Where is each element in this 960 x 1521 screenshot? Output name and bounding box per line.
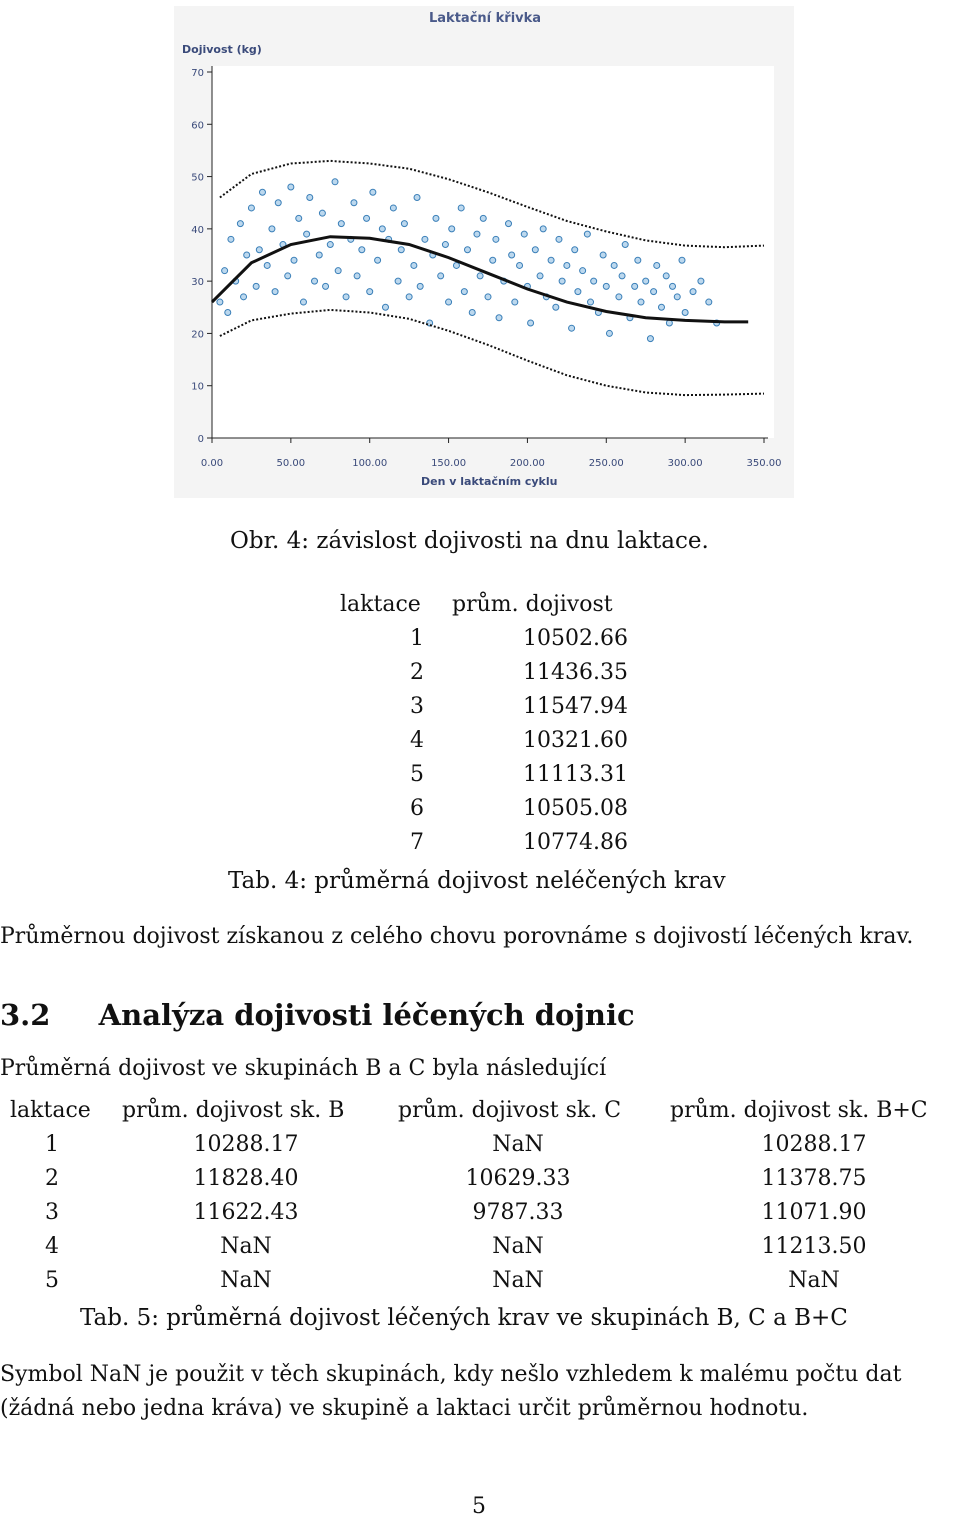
x-tick-label: 100.00 xyxy=(352,458,388,469)
data-point xyxy=(512,299,518,305)
data-point xyxy=(438,273,444,279)
table5-header-group-b: prům. dojivost sk. B xyxy=(122,1098,345,1123)
table5-cell-group-bc: 11071.90 xyxy=(761,1200,867,1225)
table5-cell-group-bc: 11378.75 xyxy=(761,1166,867,1191)
table5-cell-group-b: NaN xyxy=(220,1234,272,1259)
x-tick-label: 150.00 xyxy=(431,458,467,469)
data-point xyxy=(354,273,360,279)
data-point xyxy=(588,299,594,305)
data-point xyxy=(364,215,370,221)
data-point xyxy=(414,194,420,200)
data-point xyxy=(312,278,318,284)
section-title: Analýza dojivosti léčených dojnic xyxy=(98,998,635,1032)
data-point xyxy=(335,268,341,274)
data-point xyxy=(288,184,294,190)
data-point xyxy=(619,273,625,279)
data-point xyxy=(225,310,231,316)
data-point xyxy=(458,205,464,211)
data-point xyxy=(643,278,649,284)
table5-header-lactation: laktace xyxy=(10,1098,91,1123)
table4-cell-avg-yield: 10774.86 xyxy=(523,830,628,855)
table5-cell-group-bc: NaN xyxy=(788,1268,840,1293)
data-point xyxy=(417,283,423,289)
table4-cell-avg-yield: 10505.08 xyxy=(523,796,628,821)
data-point xyxy=(506,221,512,227)
paragraph-nan-line1: Symbol NaN je použit v těch skupinách, kdy nešlo vzhledem k malému počtu dat xyxy=(0,1362,902,1387)
paragraph-nan-line2: (žádná nebo jedna kráva) ve skupině a laktaci určit průměrnou hodnotu. xyxy=(0,1396,809,1421)
data-point xyxy=(453,262,459,268)
paragraph-compare: Průměrnou dojivost získanou z celého chovu porovnáme s dojivostí léčených krav. xyxy=(0,924,914,949)
data-point xyxy=(654,262,660,268)
data-point xyxy=(316,252,322,258)
section-number: 3.2 xyxy=(0,998,51,1032)
y-axis-label: Dojivost (kg) xyxy=(182,43,262,56)
table5-cell-group-b: 11828.40 xyxy=(193,1166,299,1191)
x-tick-label: 0.00 xyxy=(200,458,224,469)
table4-caption: Tab. 4: průměrná dojivost neléčených krav xyxy=(228,868,726,894)
data-point xyxy=(548,257,554,263)
data-point xyxy=(217,299,223,305)
data-point xyxy=(446,299,452,305)
data-point xyxy=(422,236,428,242)
table5-header-group-bc: prům. dojivost sk. B+C xyxy=(670,1098,928,1123)
data-point xyxy=(307,194,313,200)
data-point xyxy=(248,205,254,211)
data-point xyxy=(319,210,325,216)
table4-cell-lactation: 7 xyxy=(410,830,424,855)
data-point xyxy=(351,200,357,206)
data-point xyxy=(575,289,581,295)
data-point xyxy=(285,273,291,279)
table4-cell-avg-yield: 11547.94 xyxy=(523,694,628,719)
data-point xyxy=(559,278,565,284)
table5-caption: Tab. 5: průměrná dojivost léčených krav ve skupinách B, C a B+C xyxy=(80,1305,848,1331)
table5-cell-group-c: NaN xyxy=(492,1132,544,1157)
table5-cell-group-bc: 11213.50 xyxy=(761,1234,867,1259)
table4-cell-lactation: 4 xyxy=(410,728,424,753)
page-number: 5 xyxy=(472,1494,486,1519)
x-axis-label: Den v laktačním cyklu xyxy=(421,475,558,488)
data-point xyxy=(464,247,470,253)
y-tick-label: 0 xyxy=(197,434,204,445)
data-point xyxy=(241,294,247,300)
data-point xyxy=(651,289,657,295)
x-tick-label: 50.00 xyxy=(276,458,306,469)
data-point xyxy=(296,215,302,221)
data-point xyxy=(485,294,491,300)
x-tick-label: 350.00 xyxy=(746,458,782,469)
table4-cell-lactation: 5 xyxy=(410,762,424,787)
data-point xyxy=(291,257,297,263)
section-heading xyxy=(0,998,635,1032)
data-point xyxy=(564,262,570,268)
data-point xyxy=(338,221,344,227)
data-point xyxy=(600,252,606,258)
data-point xyxy=(556,236,562,242)
data-point xyxy=(300,299,306,305)
table5-cell-group-b: 11622.43 xyxy=(193,1200,299,1225)
y-tick-label: 20 xyxy=(191,329,204,341)
table5-cell-lactation: 2 xyxy=(45,1166,59,1191)
data-point xyxy=(663,273,669,279)
data-point xyxy=(244,252,250,258)
figure-caption: Obr. 4: závislost dojivosti na dnu laktace. xyxy=(230,528,709,554)
table4-cell-lactation: 1 xyxy=(410,626,424,651)
data-point xyxy=(698,278,704,284)
table4-cell-avg-yield: 10502.66 xyxy=(523,626,628,651)
plot-area xyxy=(191,66,781,469)
data-point xyxy=(569,325,575,331)
data-point xyxy=(395,278,401,284)
data-point xyxy=(469,310,475,316)
data-point xyxy=(474,231,480,237)
table5-cell-group-b: 10288.17 xyxy=(193,1132,299,1157)
scatter-chart xyxy=(174,6,794,498)
data-point xyxy=(540,226,546,232)
table4-header-lactation: laktace xyxy=(340,592,421,617)
data-point xyxy=(264,262,270,268)
data-point xyxy=(327,242,333,248)
data-point xyxy=(411,262,417,268)
data-point xyxy=(580,268,586,274)
data-point xyxy=(493,236,499,242)
data-point xyxy=(606,330,612,336)
data-point xyxy=(406,294,412,300)
table4-cell-lactation: 2 xyxy=(410,660,424,685)
data-point xyxy=(449,226,455,232)
data-point xyxy=(367,289,373,295)
data-point xyxy=(304,231,310,237)
data-point xyxy=(682,310,688,316)
data-point xyxy=(323,283,329,289)
data-point xyxy=(222,268,228,274)
table5-cell-group-c: NaN xyxy=(492,1268,544,1293)
chart-title: Laktační křivka xyxy=(429,11,542,26)
data-point xyxy=(509,252,515,258)
data-point xyxy=(632,283,638,289)
data-point xyxy=(647,336,653,342)
data-point xyxy=(480,215,486,221)
table4-cell-avg-yield: 10321.60 xyxy=(523,728,628,753)
figure-lactation-chart xyxy=(174,6,794,498)
data-point xyxy=(591,278,597,284)
data-point xyxy=(379,226,385,232)
data-point xyxy=(553,304,559,310)
x-tick-label: 300.00 xyxy=(667,458,703,469)
data-point xyxy=(442,242,448,248)
data-point xyxy=(679,257,685,263)
data-point xyxy=(638,299,644,305)
x-tick-label: 200.00 xyxy=(509,458,545,469)
table4-cell-avg-yield: 11113.31 xyxy=(523,762,628,787)
x-tick-label: 250.00 xyxy=(588,458,624,469)
data-point xyxy=(370,189,376,195)
table5-cell-group-bc: 10288.17 xyxy=(761,1132,867,1157)
data-point xyxy=(269,226,275,232)
data-point xyxy=(398,247,404,253)
data-point xyxy=(635,257,641,263)
data-point xyxy=(496,315,502,321)
data-point xyxy=(256,247,262,253)
data-point xyxy=(611,262,617,268)
table5-cell-lactation: 1 xyxy=(45,1132,59,1157)
data-point xyxy=(259,189,265,195)
data-point xyxy=(658,304,664,310)
paragraph-groups: Průměrná dojivost ve skupinách B a C byla následující xyxy=(0,1056,607,1081)
data-point xyxy=(332,179,338,185)
data-point xyxy=(670,283,676,289)
data-point xyxy=(272,289,278,295)
y-tick-label: 70 xyxy=(191,68,204,79)
table5-cell-lactation: 5 xyxy=(45,1268,59,1293)
table5-cell-lactation: 4 xyxy=(45,1234,59,1259)
data-point xyxy=(584,231,590,237)
table4-header-avg-yield: prům. dojivost xyxy=(452,592,613,617)
data-point xyxy=(490,257,496,263)
table5-cell-lactation: 3 xyxy=(45,1200,59,1225)
y-tick-label: 30 xyxy=(191,277,204,289)
y-tick-label: 40 xyxy=(191,224,204,236)
table5-cell-group-b: NaN xyxy=(220,1268,272,1293)
y-tick-label: 60 xyxy=(191,120,204,132)
data-point xyxy=(275,200,281,206)
data-point xyxy=(521,231,527,237)
y-tick-label: 10 xyxy=(191,381,204,393)
data-point xyxy=(572,247,578,253)
data-point xyxy=(375,257,381,263)
table5-cell-group-c: NaN xyxy=(492,1234,544,1259)
data-point xyxy=(532,247,538,253)
table5-header-group-c: prům. dojivost sk. C xyxy=(398,1098,622,1123)
data-point xyxy=(390,205,396,211)
data-point xyxy=(461,289,467,295)
data-point xyxy=(537,273,543,279)
data-point xyxy=(674,294,680,300)
data-point xyxy=(603,283,609,289)
table4-cell-lactation: 3 xyxy=(410,694,424,719)
data-point xyxy=(359,247,365,253)
data-point xyxy=(690,289,696,295)
table5-cell-group-c: 10629.33 xyxy=(465,1166,571,1191)
data-point xyxy=(517,262,523,268)
y-tick-label: 50 xyxy=(191,172,204,184)
data-point xyxy=(616,294,622,300)
data-point xyxy=(343,294,349,300)
data-point xyxy=(477,273,483,279)
table4-cell-lactation: 6 xyxy=(410,796,424,821)
table5-cell-group-c: 9787.33 xyxy=(472,1200,564,1225)
data-point xyxy=(622,242,628,248)
data-point xyxy=(253,283,259,289)
data-point xyxy=(433,215,439,221)
data-point xyxy=(382,304,388,310)
data-point xyxy=(528,320,534,326)
plot-background xyxy=(212,66,774,438)
data-point xyxy=(228,236,234,242)
data-point xyxy=(237,221,243,227)
data-point xyxy=(401,221,407,227)
data-point xyxy=(706,299,712,305)
table4-cell-avg-yield: 11436.35 xyxy=(523,660,628,685)
